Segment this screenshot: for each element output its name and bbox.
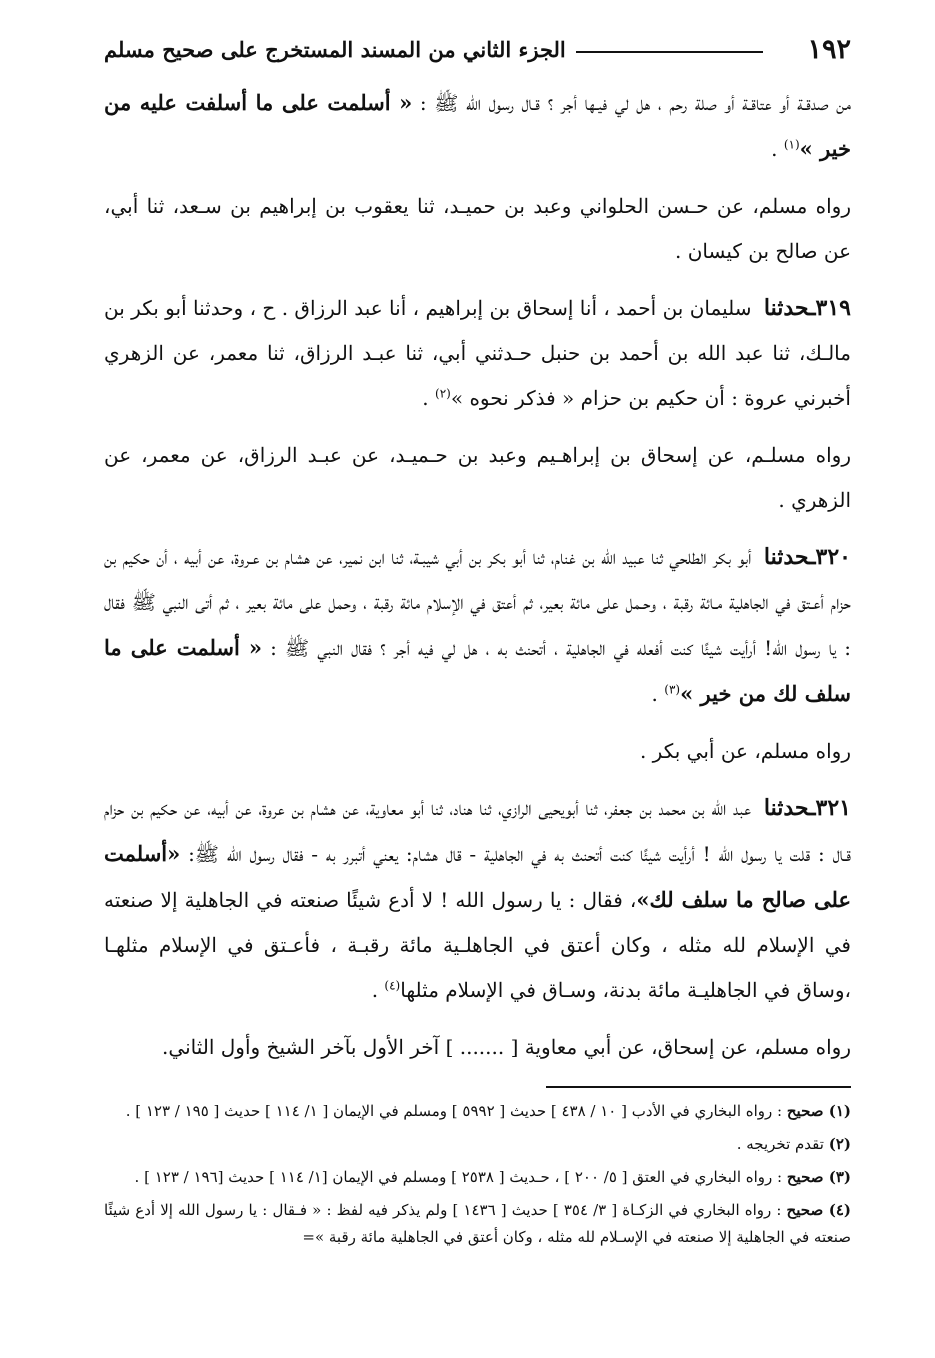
riwaya-paragraph: رواه مسلم، عن إسحاق، عن أبي معاوية [ ....... ] آخر الأول بآخر الشيخ وأول الثاني. [162,1035,851,1059]
hadith-lead-word: ـحدثنا [763,295,816,321]
text-paragraph: من صدقـة أو عتاقـة أو صلة رحم ، هل لي فيـها أجر ؟ قـال رسول الله ﷺ : « أسلمت على ما أسلفت عليه من خير »$^{(١)}$ . [104,90,851,161]
prophetic-quote: «أسلمت على صالح ما سلف لك» [104,841,851,912]
footnote-label: (٣) صحيح [786,1168,851,1186]
footnote-ref: (٢) [435,386,451,401]
footnotes [104,1098,851,1251]
footnote-ref: (٤) [384,978,401,993]
riwaya-paragraph: رواه مسلم، عن أبي بكر . [639,739,851,763]
hadith-number: ٣٢١ [815,795,851,821]
page-header [104,26,851,72]
running-title: الجزء الثاني من المسند المستخرج على صحيح مسلم [104,36,566,62]
hadith-319: ٣١٩ـحدثنا سليمان بن أحمد ، أنا إسحاق بن إبراهيم ، أنا عبد الرزاق . ح ، وحدثنا أبو بكر بن مالـك، ثنا عبد الله بن أحمد بن حنبل حـدثني أبي، ثنا عبـد الرزاق، ثنا معمر، عن الزهري أخبرني عروة : أن حكيم بن حزام « فذكر نحوه »$^{(٢)}$ . [104,295,851,410]
footnote-ref: (٣) [664,682,681,697]
footnote: (٣) صحيح : رواه البخاري في العتق [ ٥/ ٢٠٠ ] ، حـديث [ ٢٥٣٨ ] ومسلم في الإيمان [١/ ١١٤ ] حديث [١٩٦ / ١٢٣ ] . [134,1168,851,1186]
main-text [104,80,851,1070]
hadith-lead-word: ـحدثنا [763,544,816,570]
riwaya-paragraph: رواه مسلـم، عن إسحاق بن إبراهـيم وعبد بن حـميـد، عن عبـد الرزاق، عن معمر، عن الزهري . [104,443,851,512]
hadith-number: ٣١٩ [815,295,851,321]
hadith-320: ٣٢٠ـحدثنا أبو بكر الطلحي ثنا عبيد الله بن غنام، ثنا أبو بكر بن أبي شيبـة، ثنا ابن نمير، عن هشام بن عـروة، عن أبيه ، أن حكيم بن حزام أعـتق في الجاهلية مـائة رقبة ، وحـمل على مائة بعير، ثم أعتق في الإسلام مائة رقبة ، وحمل على مائة بعير ، ثم أتى النبي ﷺ فقال : يا رسول الله! أرأيت شيئًا كنت أفعله في الجاهلية ، أتحنث به ، هل لي فيه أجر ؟ فقال النبي ﷺ : « أسلمت على ما سلف لك من خير »$^{(٣)}$ . [104,544,851,706]
prophetic-quote: « أسلمت على ما أسلفت عليه من خير » [104,90,851,161]
footnote: (١) صحيح : رواه البخاري في الأدب [ ١٠ / ٤٣٨ ] حديث [ ٥٩٩٢ ] ومسلم في الإيمان [ ١/ ١١٤ ] حديث [ ١٩٥ / ١٢٣ ] . [125,1102,851,1120]
footnote-label: (٤) صحيح [786,1201,852,1219]
prophetic-quote: « أسلمت على ما سلف لك من خير » [104,635,851,706]
riwaya-paragraph: رواه مسلم، عن حـسن الحلواني وعبد بن حميـد، ثنا يعقوب بن إبراهيم بن سـعد، ثنا أبي، عن صالح بن كيسان . [104,194,851,263]
page-number: ١٩٢ [807,33,851,65]
hadith-321: ٣٢١ـحدثنا عبد الله بن محمد بن جعفر، ثنا أبويحيى الرازي، ثنا هناد، ثنا أبو معاوية، عن هشام بن عروة، عن أبيه، عن حكيم بن حزام قـال : قلت يا رسول الله ! أرأيت شيئًا كنت أتحنث به في الجاهلية - قال هشام: يعني أتبرر به - فقال رسول الله ﷺ: «أسلمت على صالح ما سلف لك»، فقال : يا رسول الله ! لا أدع شيئًا صنعته في الجاهلية إلا صنعته في الإسلام لله مثله ، وكان أعتق في الجاهلـية مائة رقبـة ، فأعـتق في الإسلام مثلهـا ،وساق في الجاهليـة مائة بدنة، وسـاق في الإسلام مثلها$^{(٤)}$ . [104,795,852,1002]
hadith-number: ٣٢٠ [815,544,851,570]
footnote: (٢) تقدم تخريجه . [736,1135,851,1153]
footnote-ref: (١) [783,137,800,152]
footnote-label: (٢) [828,1135,851,1153]
footnote-separator [546,1086,851,1088]
footnote: (٤) صحيح : رواه البخاري في الزكـاة [ ٣/ ٣٥٤ ] حديث [ ١٤٣٦ ] ولم يذكر فيه لفظ : « فـقال : يا رسول الله إلا أدع شيئًا صنعته في الجاهلية إلا صنعته في الإسـلام لله مثله ، وكان أعتق في الجاهلية مائة رقبة »= [104,1201,852,1246]
header-rule [576,51,764,53]
footnote-label: (١) صحيح [786,1102,851,1120]
hadith-lead-word: ـحدثنا [763,795,816,821]
